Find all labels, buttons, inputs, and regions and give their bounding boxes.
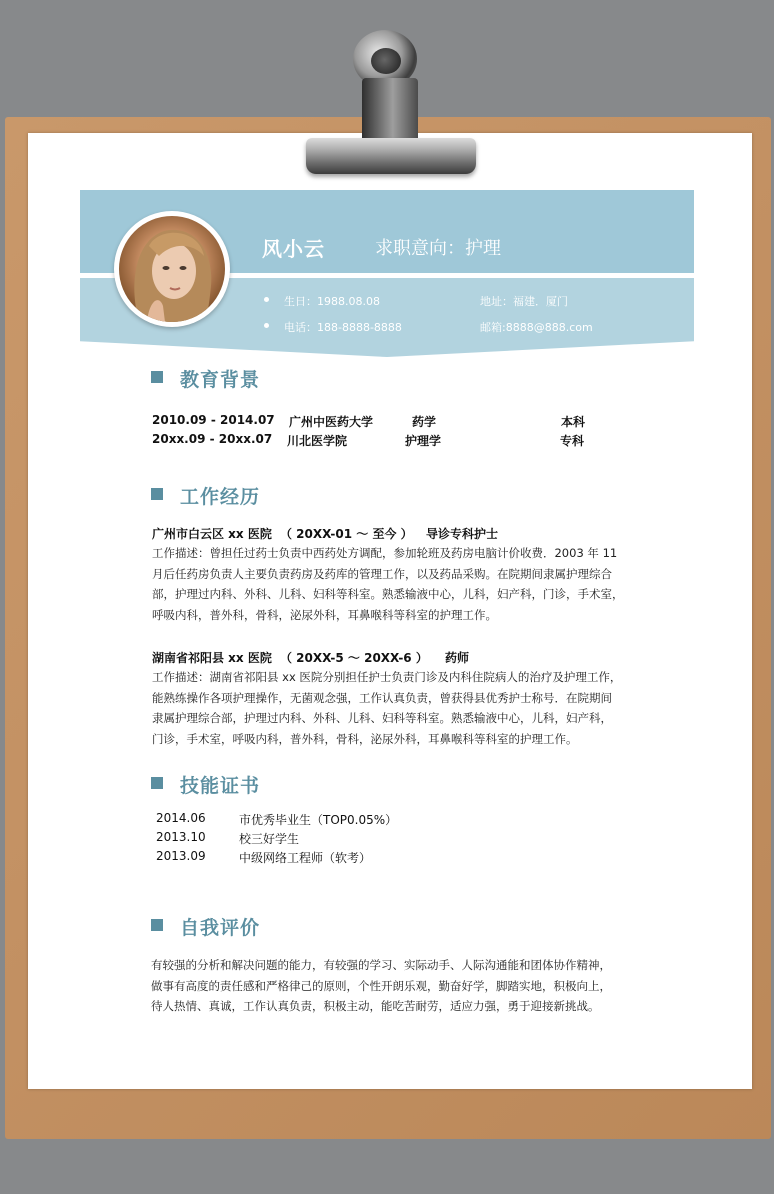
clip-hole bbox=[371, 48, 401, 74]
edu-major: 药学 bbox=[412, 415, 437, 429]
description-line: 门诊，手术室，呼吸内科，普外科，骨科，泌尿外科，耳鼻喉科等科室的护理工作。 bbox=[152, 731, 578, 746]
job-period: （ 20XX-5 ～ 20XX-6 ） bbox=[280, 651, 428, 665]
candidate-name: 风小云 bbox=[262, 237, 325, 261]
job-description bbox=[152, 543, 652, 625]
job-intent: 求职意向：护理 bbox=[375, 238, 501, 259]
edu-major: 护理学 bbox=[405, 434, 442, 448]
edu-school: 川北医学院 bbox=[287, 434, 348, 448]
email-info: 邮箱:8888@888.com bbox=[480, 321, 593, 334]
skill-date: 2013.09 bbox=[156, 849, 206, 863]
section-square-icon bbox=[151, 488, 163, 500]
section-square-icon bbox=[151, 371, 163, 383]
skills-title: 技能证书 bbox=[180, 775, 261, 797]
phone-info: 电话：188-8888-8888 bbox=[284, 321, 402, 334]
skill-date: 2013.10 bbox=[156, 830, 206, 844]
portrait-icon bbox=[119, 216, 225, 322]
clip-neck bbox=[362, 78, 418, 140]
description-line: 隶属护理综合部，护理过内科、外科、儿科、妇科等科室。熟悉输液中心，儿科，妇产科， bbox=[152, 711, 612, 725]
description-line: 部，护理过内科、外科、儿科、妇科等科室。熟悉输液中心，儿科，妇产科，门诊，手术室， bbox=[152, 587, 624, 601]
bullet-icon bbox=[264, 323, 269, 328]
skill-date: 2014.06 bbox=[156, 811, 206, 825]
self-eval-text bbox=[151, 955, 651, 1017]
description-line: 工作描述：湖南省祁阳县 xx 医院分别担任护士负责门诊及内科住院病人的治疗及护理工作， bbox=[152, 670, 622, 684]
self-eval-line: 做事有高度的责任感和严格律己的原则，个性开朗乐观，勤奋好学，脚踏实地，积极向上， bbox=[151, 978, 611, 993]
job-period: （ 20XX-01 ～ 至今 ） bbox=[280, 527, 413, 541]
job-description bbox=[152, 667, 652, 749]
self-eval-line: 有较强的分析和解决问题的能力，有较强的学习、实际动手、人际沟通能和团体协作精神， bbox=[151, 958, 611, 972]
description-line: 呼吸内科，普外科，骨科，泌尿外科，耳鼻喉科等科室的护理工作。 bbox=[152, 607, 497, 622]
address-info: 地址：福建．厦门 bbox=[480, 295, 568, 308]
section-square-icon bbox=[151, 919, 163, 931]
birth-info: 生日：1988.08.08 bbox=[284, 295, 380, 308]
work-title: 工作经历 bbox=[180, 486, 261, 508]
skill-text: 中级网络工程师（软考） bbox=[239, 851, 372, 865]
bullet-icon bbox=[264, 297, 269, 302]
job-place: 广州市白云区 xx 医院 bbox=[152, 527, 272, 541]
job-role: 导诊专科护士 bbox=[426, 527, 499, 541]
avatar bbox=[114, 211, 230, 327]
edu-period: 2010.09 - 2014.07 bbox=[152, 413, 275, 427]
description-line: 工作描述：曾担任过药士负责中西药处方调配，参加轮班及药房电脑计价收费．2003 年 11 bbox=[152, 546, 618, 560]
job-place: 湖南省祁阳县 xx 医院 bbox=[152, 651, 272, 665]
skill-text: 市优秀毕业生（TOP0.05%） bbox=[239, 813, 398, 827]
job-role: 药师 bbox=[445, 651, 470, 665]
edu-degree: 本科 bbox=[561, 415, 586, 429]
binder-clip-icon bbox=[306, 138, 476, 174]
description-line: 月后任药房负责人主要负责药房及药库的管理工作，以及药品采购。在院期间隶属护理综合 bbox=[152, 566, 612, 581]
description-line: 能熟练操作各项护理操作，无菌观念强，工作认真负责，曾获得县优秀护士称号．在院期间 bbox=[152, 690, 612, 705]
section-square-icon bbox=[151, 777, 163, 789]
skill-text: 校三好学生 bbox=[239, 832, 300, 846]
self-eval-line: 待人热情、真诚，工作认真负责，积极主动，能吃苦耐劳，适应力强，勇于迎接新挑战。 bbox=[151, 999, 600, 1013]
avatar-photo bbox=[119, 216, 225, 322]
edu-degree: 专科 bbox=[560, 434, 585, 448]
edu-school: 广州中医药大学 bbox=[289, 415, 374, 429]
edu-period: 20xx.09 - 20xx.07 bbox=[152, 432, 273, 446]
self-eval-title: 自我评价 bbox=[180, 917, 261, 939]
education-title: 教育背景 bbox=[180, 369, 261, 391]
